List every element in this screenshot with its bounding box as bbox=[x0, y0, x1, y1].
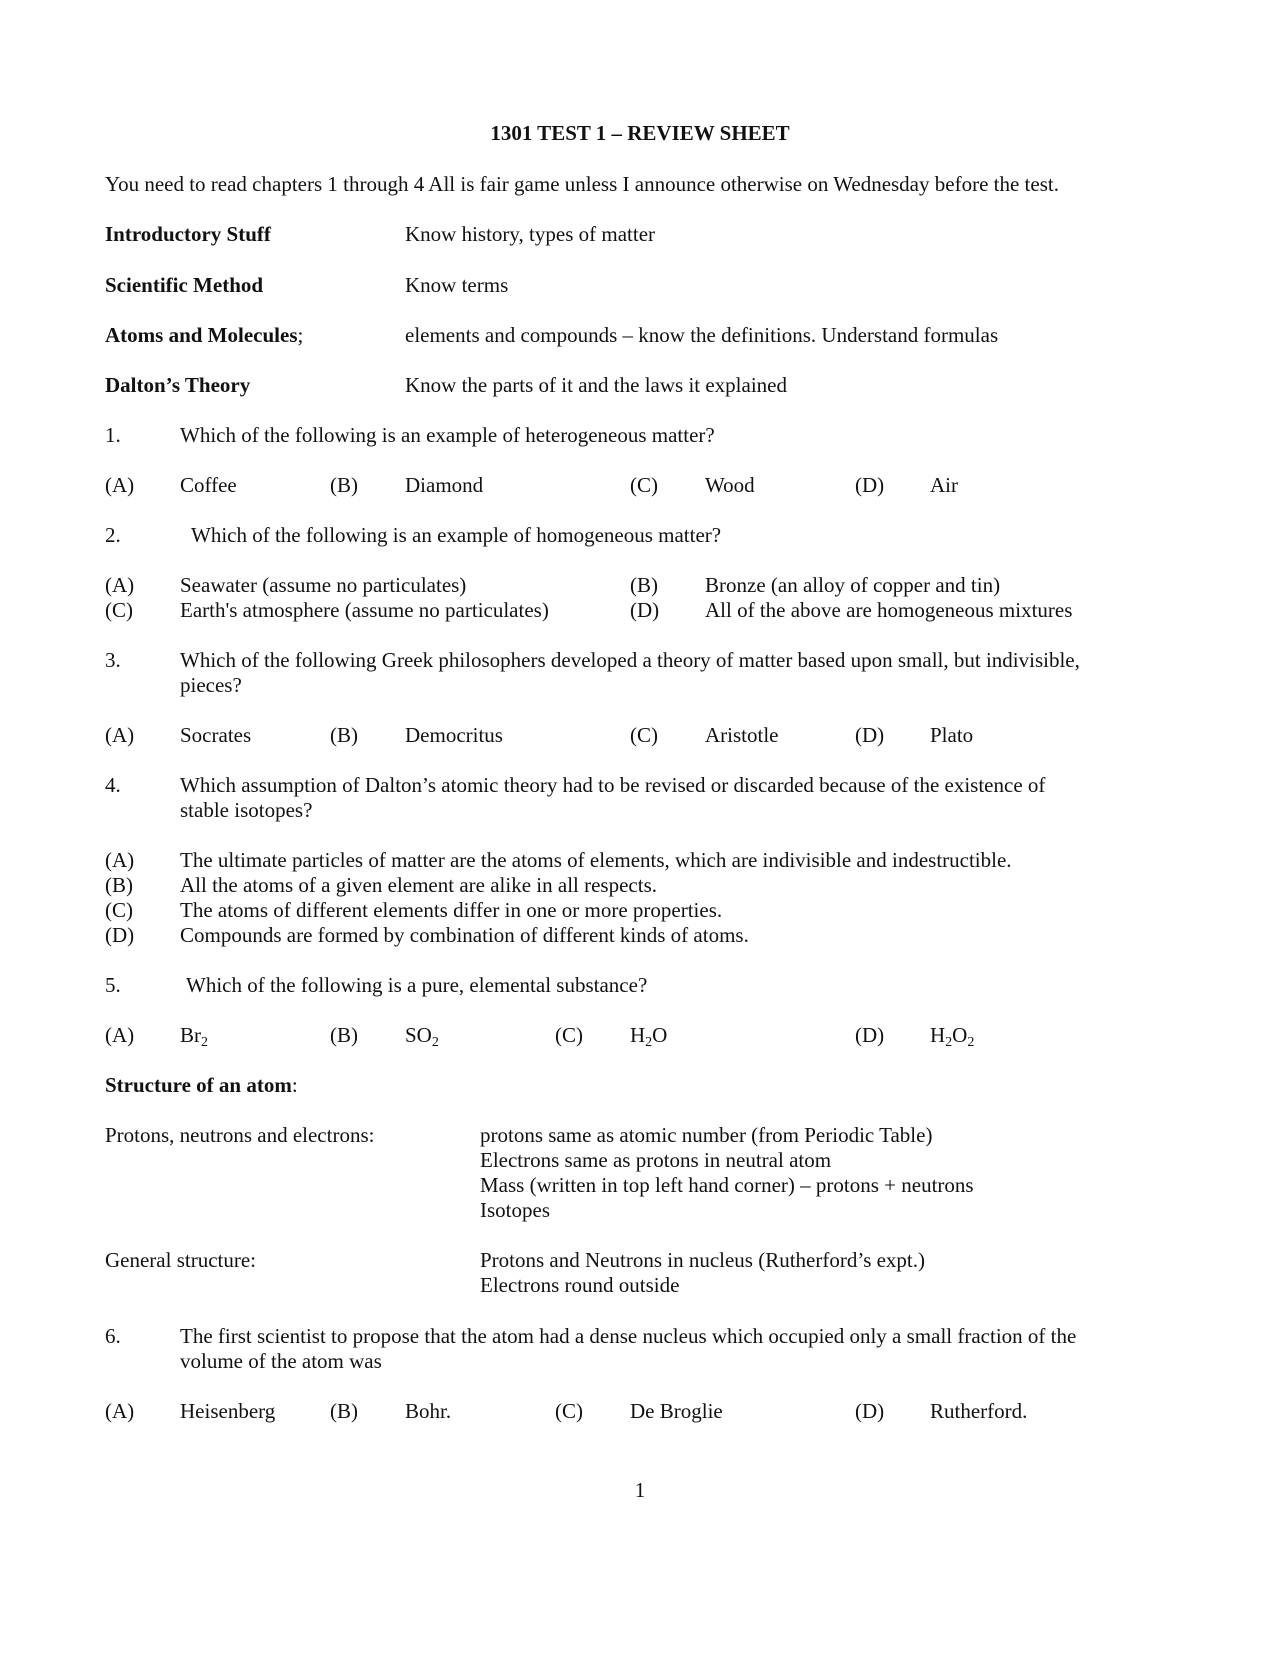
question-text: Which of the following is an example of homogeneous matter? bbox=[191, 523, 722, 547]
question-number: 2. bbox=[105, 523, 121, 547]
question-text: Which assumption of Dalton’s atomic theory had to be revised or discarded because of the existence of bbox=[180, 773, 1046, 797]
topic-desc: Know terms bbox=[405, 273, 509, 297]
option-label: (D) bbox=[855, 723, 885, 747]
option-label: (D) bbox=[630, 598, 660, 622]
option-label: (C) bbox=[555, 1023, 583, 1047]
general-line: Protons and Neutrons in nucleus (Rutherford’s expt.) bbox=[480, 1248, 926, 1272]
option-label: (B) bbox=[330, 723, 358, 747]
option-text: De Broglie bbox=[630, 1399, 723, 1423]
option-text: Air bbox=[930, 473, 958, 497]
question-text: stable isotopes? bbox=[180, 798, 313, 822]
option-label: (A) bbox=[105, 1023, 135, 1047]
pne-line: protons same as atomic number (from Periodic Table) bbox=[480, 1123, 933, 1147]
option-text: Plato bbox=[930, 723, 974, 747]
option-label: (A) bbox=[105, 723, 135, 747]
option-text: Democritus bbox=[405, 723, 503, 747]
option-label: (C) bbox=[555, 1399, 583, 1423]
question-number: 5. bbox=[105, 973, 121, 997]
formula-so2: $SO_2$ bbox=[405, 1023, 439, 1050]
option-label: (B) bbox=[105, 873, 133, 897]
section-heading: Structure of an atom: bbox=[105, 1073, 298, 1097]
topic-desc: elements and compounds – know the definitions. Understand formulas bbox=[405, 323, 999, 347]
question-text: Which of the following is an example of heterogeneous matter? bbox=[180, 423, 715, 447]
option-label: (A) bbox=[105, 573, 135, 597]
general-line: Electrons round outside bbox=[480, 1273, 680, 1297]
option-text: Compounds are formed by combination of different kinds of atoms. bbox=[180, 923, 749, 947]
question-number: 3. bbox=[105, 648, 121, 672]
option-label: (B) bbox=[330, 1399, 358, 1423]
option-label: (C) bbox=[630, 473, 658, 497]
page-title: 1301 TEST 1 – REVIEW SHEET bbox=[490, 121, 790, 145]
option-text: Aristotle bbox=[705, 723, 779, 747]
option-label: (D) bbox=[855, 473, 885, 497]
option-text: Wood bbox=[705, 473, 755, 497]
pne-line: Electrons same as protons in neutral atom bbox=[480, 1148, 832, 1172]
topic-desc: Know the parts of it and the laws it explained bbox=[405, 373, 787, 397]
general-label: General structure: bbox=[105, 1248, 257, 1272]
option-text: Coffee bbox=[180, 473, 237, 497]
topic-heading: Introductory Stuff bbox=[105, 222, 271, 246]
question-text: The first scientist to propose that the atom had a dense nucleus which occupied only a small fraction of the bbox=[180, 1324, 1077, 1348]
option-label: (B) bbox=[630, 573, 658, 597]
option-label: (D) bbox=[855, 1399, 885, 1423]
option-text: Seawater (assume no particulates) bbox=[180, 573, 467, 597]
option-text: Bohr. bbox=[405, 1399, 452, 1423]
pne-line: Mass (written in top left hand corner) – protons + neutrons bbox=[480, 1173, 974, 1197]
option-text: All the atoms of a given element are alike in all respects. bbox=[180, 873, 657, 897]
question-text: Which of the following is a pure, elemental substance? bbox=[186, 973, 648, 997]
option-text: The ultimate particles of matter are the atoms of elements, which are indivisible and indestructible. bbox=[180, 848, 1012, 872]
question-number: 1. bbox=[105, 423, 121, 447]
pne-label: Protons, neutrons and electrons: bbox=[105, 1123, 375, 1147]
topic-heading: Scientific Method bbox=[105, 273, 264, 297]
option-text: Rutherford. bbox=[930, 1399, 1028, 1423]
question-text: pieces? bbox=[180, 673, 242, 697]
topic-heading: Dalton’s Theory bbox=[105, 373, 251, 397]
option-text: Socrates bbox=[180, 723, 252, 747]
option-text: Bronze (an alloy of copper and tin) bbox=[705, 573, 1001, 597]
option-label: (B) bbox=[330, 1023, 358, 1047]
question-text: Which of the following Greek philosophers developed a theory of matter based upon small, but indivisible, bbox=[180, 648, 1080, 672]
option-label: (A) bbox=[105, 848, 135, 872]
pne-line: Isotopes bbox=[480, 1198, 550, 1222]
option-text: Heisenberg bbox=[180, 1399, 276, 1423]
topic-heading: Atoms and Molecules; bbox=[105, 323, 304, 347]
question-text: volume of the atom was bbox=[180, 1349, 382, 1373]
formula-h2o2: $H_2O_2$ bbox=[930, 1023, 975, 1050]
option-label: (D) bbox=[855, 1023, 885, 1047]
formula-br2: $Br_2$ bbox=[180, 1023, 208, 1050]
option-label: (C) bbox=[105, 598, 133, 622]
option-text: Diamond bbox=[405, 473, 484, 497]
option-label: (A) bbox=[105, 473, 135, 497]
question-number: 6. bbox=[105, 1324, 121, 1348]
option-text: All of the above are homogeneous mixtures bbox=[705, 598, 1073, 622]
option-label: (A) bbox=[105, 1399, 135, 1423]
option-text: Earth's atmosphere (assume no particulates) bbox=[180, 598, 549, 622]
intro-text: You need to read chapters 1 through 4 All is fair game unless I announce otherwise on Wednesday before the test. bbox=[105, 172, 1059, 196]
page-number: 1 bbox=[634, 1478, 646, 1502]
question-number: 4. bbox=[105, 773, 121, 797]
topic-desc: Know history, types of matter bbox=[405, 222, 656, 246]
option-label: (C) bbox=[105, 898, 133, 922]
option-text: The atoms of different elements differ in one or more properties. bbox=[180, 898, 723, 922]
option-label: (D) bbox=[105, 923, 135, 947]
formula-h2o: $H_2O$ bbox=[630, 1023, 668, 1050]
option-label: (C) bbox=[630, 723, 658, 747]
option-label: (B) bbox=[330, 473, 358, 497]
